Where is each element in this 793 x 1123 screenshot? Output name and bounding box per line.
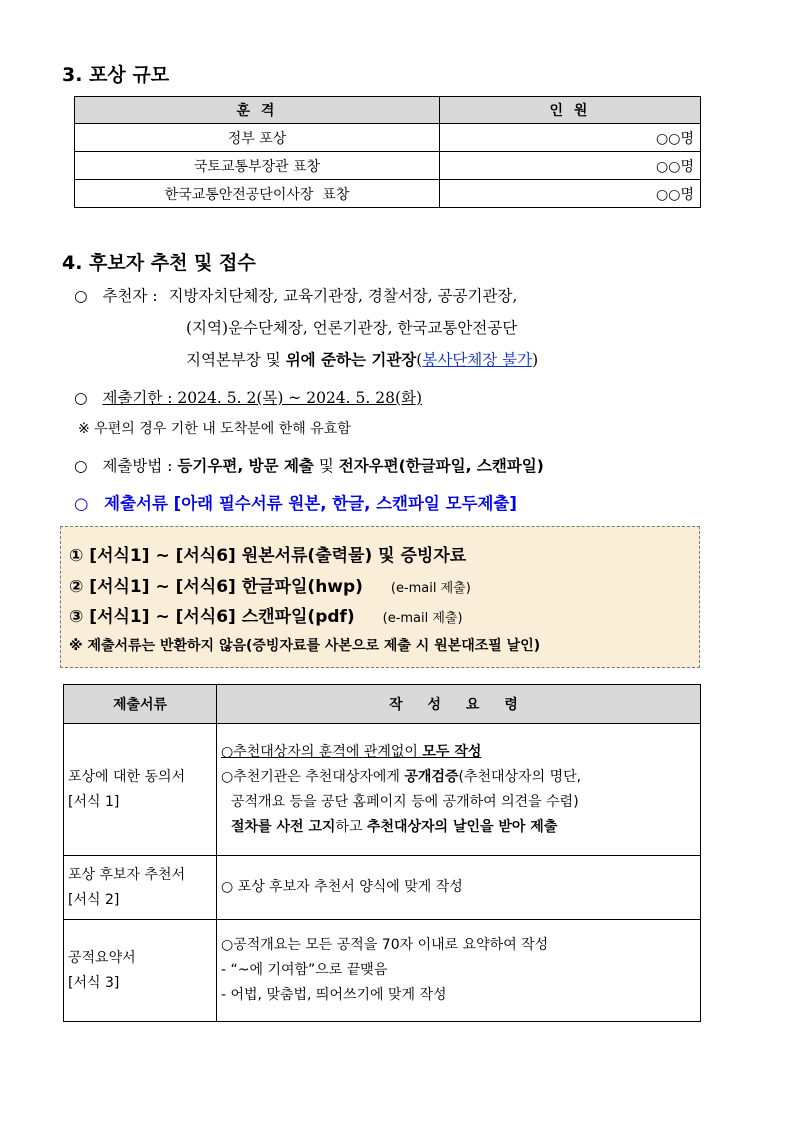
document-form: [서식 1]: [68, 793, 120, 810]
table-row: [64, 856, 701, 920]
recommender-text: 지방자치단체장, 교육기관장, 경찰서장, 공공기관장,: [168, 287, 518, 305]
guideline-text: 하고: [335, 818, 367, 835]
table-row: [75, 124, 701, 152]
table-row: [75, 180, 701, 208]
guideline-cell: [217, 920, 701, 1022]
guideline-cell: [217, 724, 701, 856]
method-line: [74, 454, 544, 476]
award-cell: 국토교통부장관 표창: [75, 152, 440, 180]
documents-text: 제출서류 [아래 필수서류 원본, 한글, 스캔파일 모두제출]: [104, 494, 517, 513]
bullet: ○: [74, 457, 88, 475]
document-name-cell: [64, 724, 217, 856]
count-cell: ○○명: [440, 124, 701, 152]
postal-note: ※ 우편의 경우 기한 내 도착분에 한해 유효함: [78, 421, 351, 437]
method-mid: 및: [313, 457, 339, 475]
guideline-line: ○ 포상 후보자 추천서 양식에 맞게 작성: [221, 879, 463, 895]
guideline-line: [221, 765, 696, 790]
document-name: 포상에 대한 동의서: [68, 768, 186, 785]
count-cell: ○○명: [440, 152, 701, 180]
box-item-3: [69, 602, 463, 627]
method-label: 제출방법 :: [102, 457, 178, 475]
box-item-1: ① [서식1] ~ [서식6] 원본서류(출력물) 및 증빙자료: [69, 546, 467, 566]
guideline-text: (추천대상자의 명단,: [458, 768, 582, 785]
method-bold-2: 전자우편(한글파일, 스캔파일): [338, 457, 544, 475]
method-bold-1: 등기우편, 방문 제출: [177, 457, 314, 475]
bullet: ○: [74, 287, 88, 305]
guideline-bold: 추천대상자의 날인을 받아 제출: [366, 818, 558, 835]
document-name-cell: [64, 856, 217, 920]
guideline-line: ○공적개요는 모든 공적을 70자 이내로 요약하여 작성: [221, 937, 549, 953]
box-item-2: [69, 572, 471, 597]
guideline-bold: 절차를 사전 고지: [231, 818, 336, 835]
box-item-3-note: (e-mail 제출): [382, 611, 463, 626]
document-name: 포상 후보자 추천서: [68, 866, 186, 883]
deadline-text: 제출기한 : 2024. 5. 2(목) ~ 2024. 5. 28(화): [102, 389, 423, 407]
count-cell: ○○명: [440, 180, 701, 208]
deadline-line: [74, 386, 422, 408]
table-header-row: [75, 97, 701, 124]
guideline-text: ○추천기관은 추천대상자에게: [221, 768, 405, 785]
section-4-title: 4. 후보자 추천 및 접수: [62, 252, 256, 274]
table-row: [64, 724, 701, 856]
guideline-bold: 공개검증: [404, 768, 459, 785]
table-row: [75, 152, 701, 180]
excluded-link[interactable]: 봉사단체장 불가: [422, 351, 533, 369]
header-award: 훈 격: [75, 97, 440, 124]
recommender-line-3: [186, 348, 538, 370]
recommender-text: 지역본부장 및: [186, 351, 286, 369]
box-item-2-text: ② [서식1] ~ [서식6] 한글파일(hwp): [69, 577, 363, 597]
documents-table: [63, 684, 701, 1022]
guideline-line: [221, 740, 696, 765]
document-name: 공적요약서: [68, 949, 136, 966]
guideline-line: - 어법, 맞춤법, 띄어쓰기에 맞게 작성: [221, 987, 447, 1003]
document-name-cell: [64, 920, 217, 1022]
box-note: ※ 제출서류는 반환하지 않음(증빙자료를 사본으로 제출 시 원본대조필 날인): [69, 638, 541, 654]
header-documents: 제출서류: [64, 685, 217, 724]
bullet: ○: [74, 494, 89, 513]
recommender-label: 추천자 :: [102, 287, 158, 305]
guideline-line: [221, 815, 696, 840]
document-form: [서식 2]: [68, 891, 120, 908]
guideline-cell: [217, 856, 701, 920]
award-cell: 정부 포상: [75, 124, 440, 152]
recommender-line-2: (지역)운수단체장, 언론기관장, 한국교통안전공단: [186, 319, 518, 337]
table-row: [64, 920, 701, 1022]
guideline-bold: 모두 작성: [422, 743, 482, 760]
award-cell: 한국교통안전공단이사장 표창: [75, 180, 440, 208]
box-item-3-text: ③ [서식1] ~ [서식6] 스캔파일(pdf): [69, 607, 355, 627]
recommender-emphasis: 위에 준하는 기관장: [285, 351, 417, 369]
recommender-line-1: [74, 284, 517, 306]
bullet: ○: [74, 389, 88, 407]
section-3-title: 3. 포상 규모: [62, 64, 170, 86]
header-guidelines: 작 성 요 령: [217, 685, 701, 724]
documents-line: [74, 490, 517, 514]
paren-close: ): [532, 351, 539, 369]
award-scale-table: [74, 96, 701, 208]
guideline-text: ○추천대상자의 훈격에 관계없이: [221, 743, 423, 760]
document-form: [서식 3]: [68, 974, 120, 991]
box-item-2-note: (e-mail 제출): [390, 581, 471, 596]
required-documents-box: [60, 526, 700, 668]
header-count: 인 원: [440, 97, 701, 124]
guideline-line: - “~에 기여함”으로 끝맺음: [221, 962, 388, 978]
guideline-line: 공적개요 등을 공단 홈페이지 등에 공개하여 의견을 수렴): [231, 793, 579, 810]
paren-open: (: [416, 351, 423, 369]
table-header-row: [64, 685, 701, 724]
